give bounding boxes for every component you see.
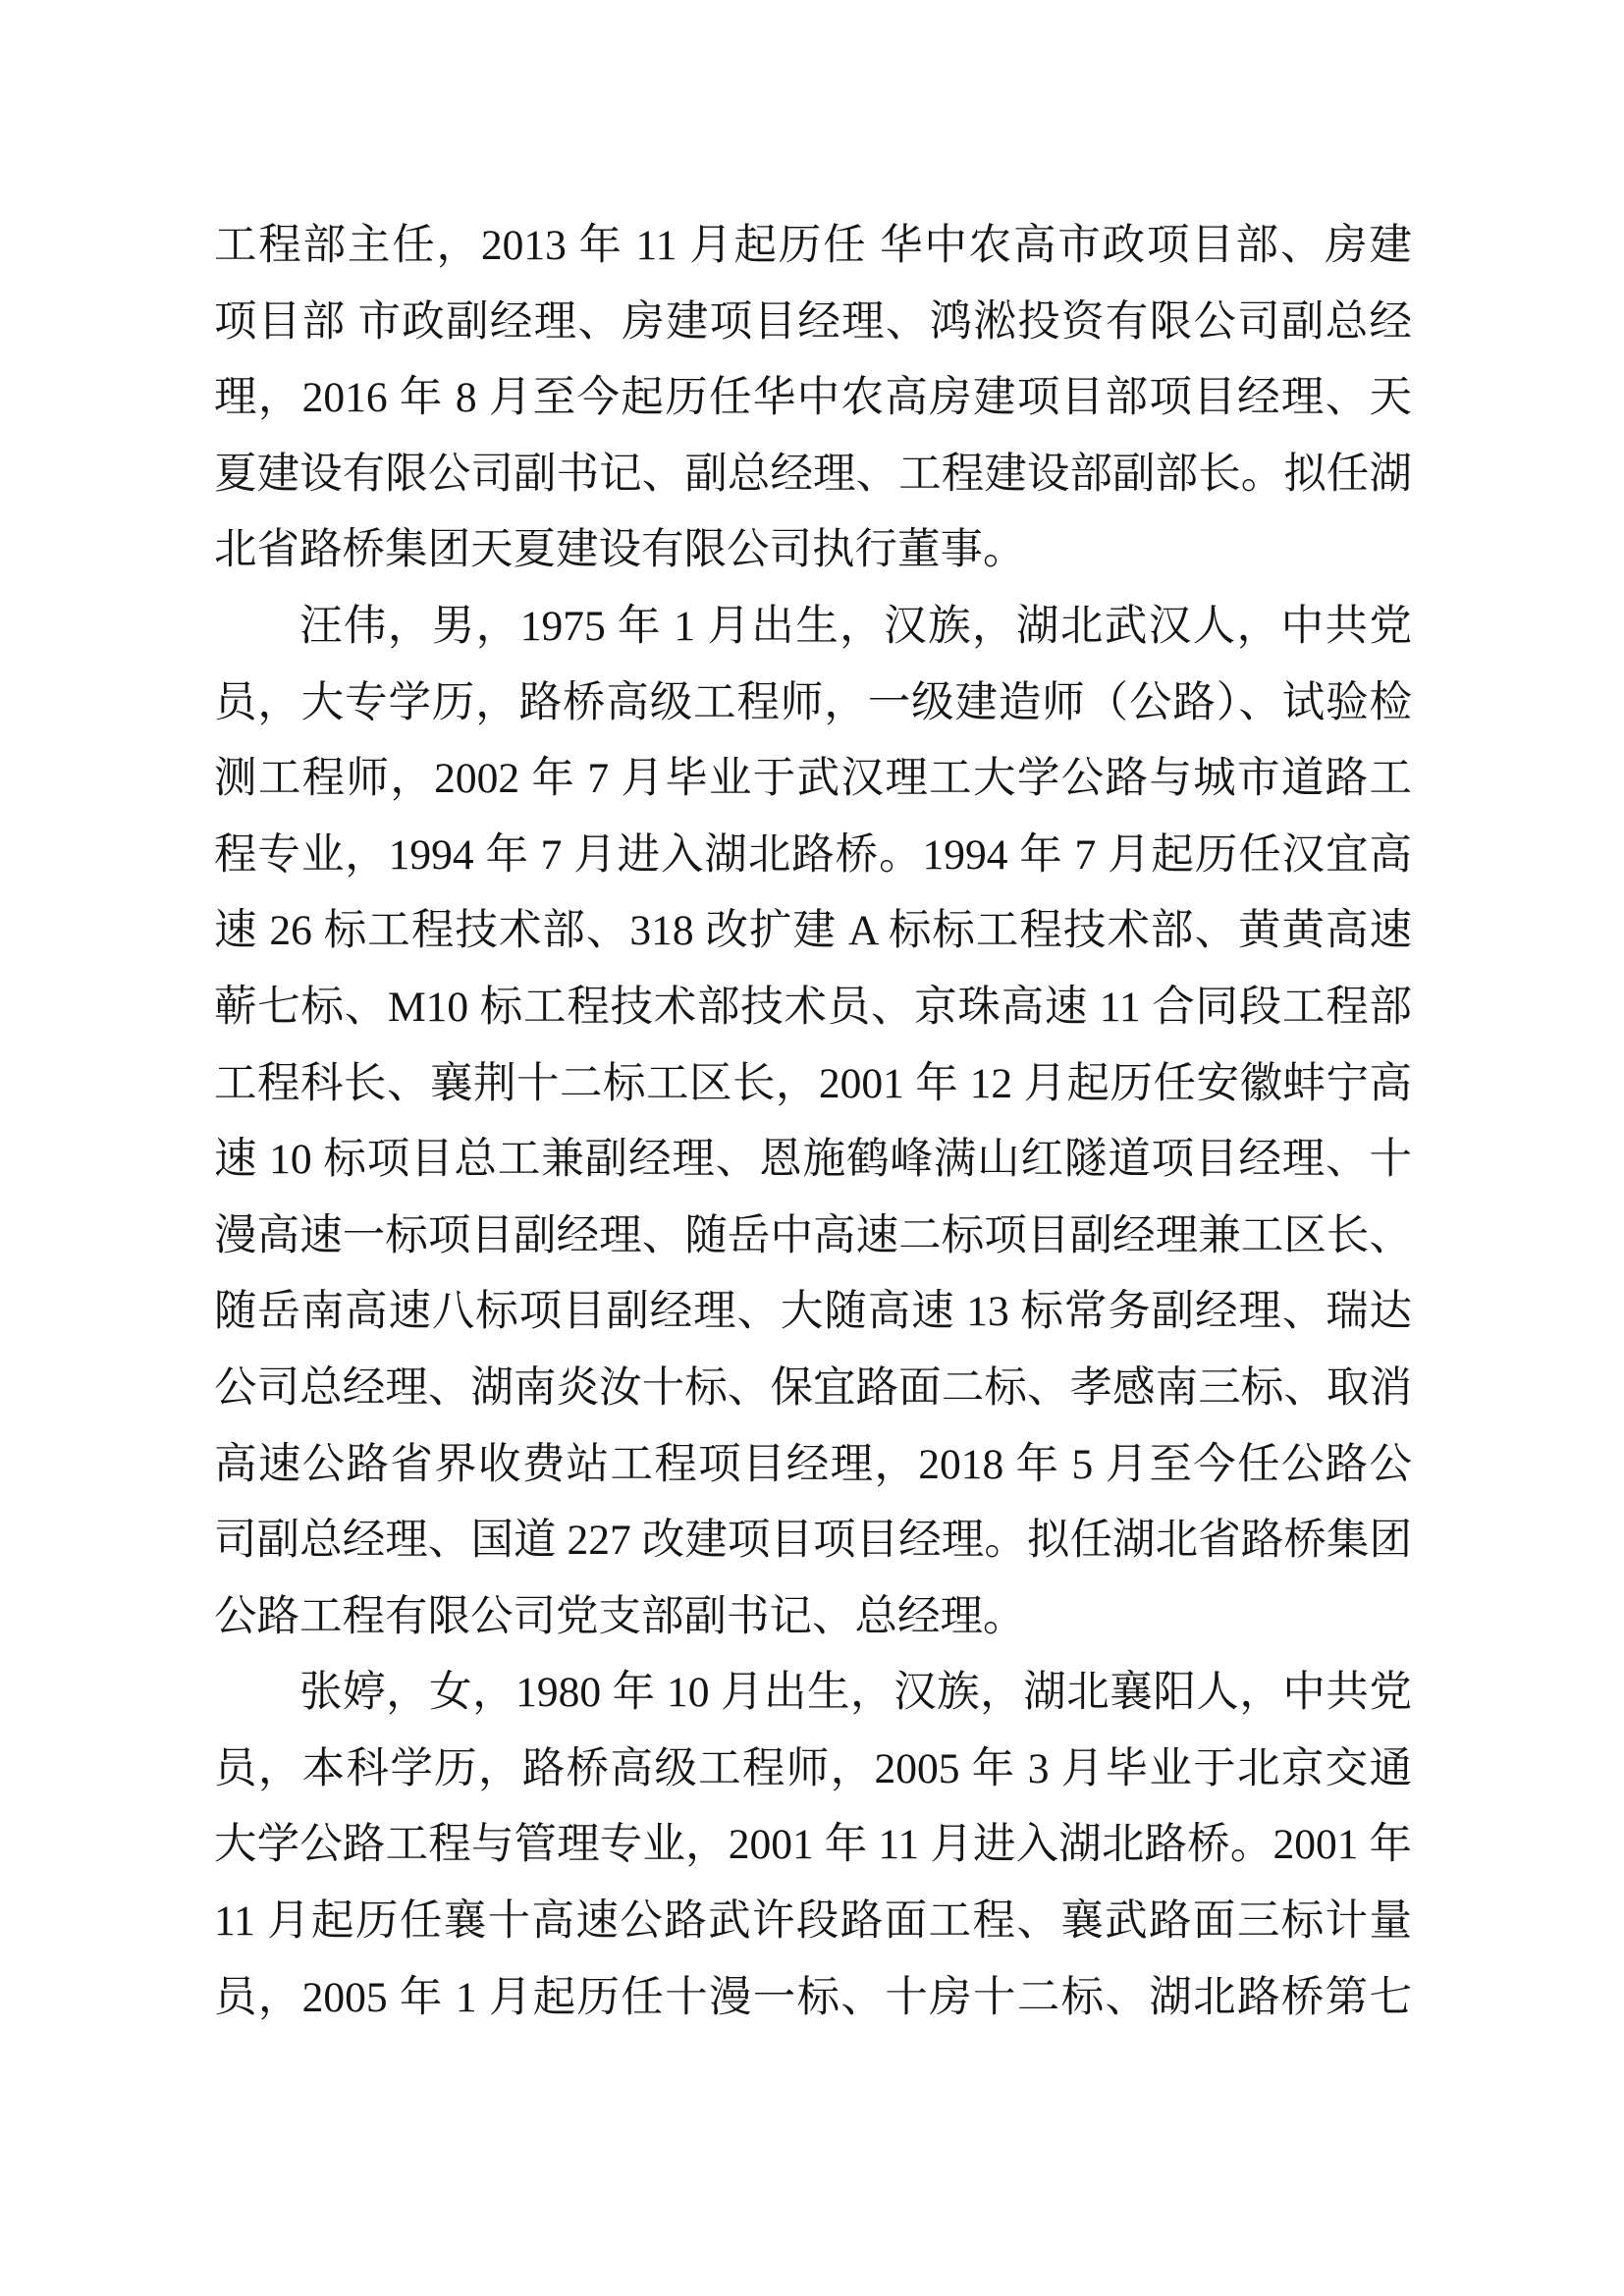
text-line: 公路工程有限公司党支部副书记、总经理。 [214,1592,1026,1640]
text-line: 速 10 标项目总工兼副经理、恩施鹤峰满山红隧道项目经理、十 [214,1136,1412,1184]
text-line: 程专业，1994 年 7 月进入湖北路桥。1994 年 7 月起历任汉宜高 [214,830,1412,879]
text-line: 高速公路省界收费站工程项目经理，2018 年 5 月至今任公路公 [214,1440,1412,1488]
text-line: 汪伟，男，1975 年 1 月出生，汉族，湖北武汉人，中共党 [299,602,1412,650]
text-line: 员，2005 年 1 月起历任十漫一标、十房十二标、湖北路桥第七 [214,1973,1412,2021]
text-line: 11 月起历任襄十高速公路武许段路面工程、襄武路面三标计量 [214,1897,1412,1946]
text-line: 漫高速一标项目副经理、随岳中高速二标项目副经理兼工区长、 [214,1211,1412,1259]
text-block [214,208,1412,2036]
text-line: 北省路桥集团天夏建设有限公司执行董事。 [214,526,1026,574]
text-line: 项目部 市政副经理、房建项目经理、鸿淞投资有限公司副总经 [214,297,1412,346]
text-line: 工程部主任，2013 年 11 月起历任 华中农高市政项目部、房建 [214,222,1412,269]
text-line: 测工程师，2002 年 7 月毕业于武汉理工大学公路与城市道路工 [214,755,1412,803]
text-line: 员，大专学历，路桥高级工程师，一级建造师（公路）、试验检 [214,678,1412,726]
text-line: 蕲七标、M10 标工程技术部技术员、京珠高速 11 合同段工程部 [214,983,1412,1031]
text-line: 速 26 标工程技术部、318 改扩建 A 标标工程技术部、黄黄高速 [214,907,1412,955]
text-line: 司副总经理、国道 227 改建项目项目经理。拟任湖北省路桥集团 [214,1517,1412,1565]
text-line: 公司总经理、湖南炎汝十标、保宜路面二标、孝感南三标、取消 [214,1363,1412,1412]
text-line: 大学公路工程与管理专业，2001 年 11 月进入湖北路桥。2001 年 [214,1821,1412,1869]
text-line: 夏建设有限公司副书记、副总经理、工程建设部副部长。拟任湖 [214,450,1412,498]
text-line: 随岳南高速八标项目副经理、大随高速 13 标常务副经理、瑞达 [214,1288,1412,1336]
text-line: 员，本科学历，路桥高级工程师，2005 年 3 月毕业于北京交通 [214,1744,1412,1792]
text-line: 张婷，女，1980 年 10 月出生，汉族，湖北襄阳人，中共党 [299,1669,1412,1717]
text-line: 工程科长、襄荆十二标工区长，2001 年 12 月起历任安徽蚌宁高 [214,1059,1412,1107]
text-line: 理，2016 年 8 月至今起历任华中农高房建项目部项目经理、天 [214,374,1412,422]
